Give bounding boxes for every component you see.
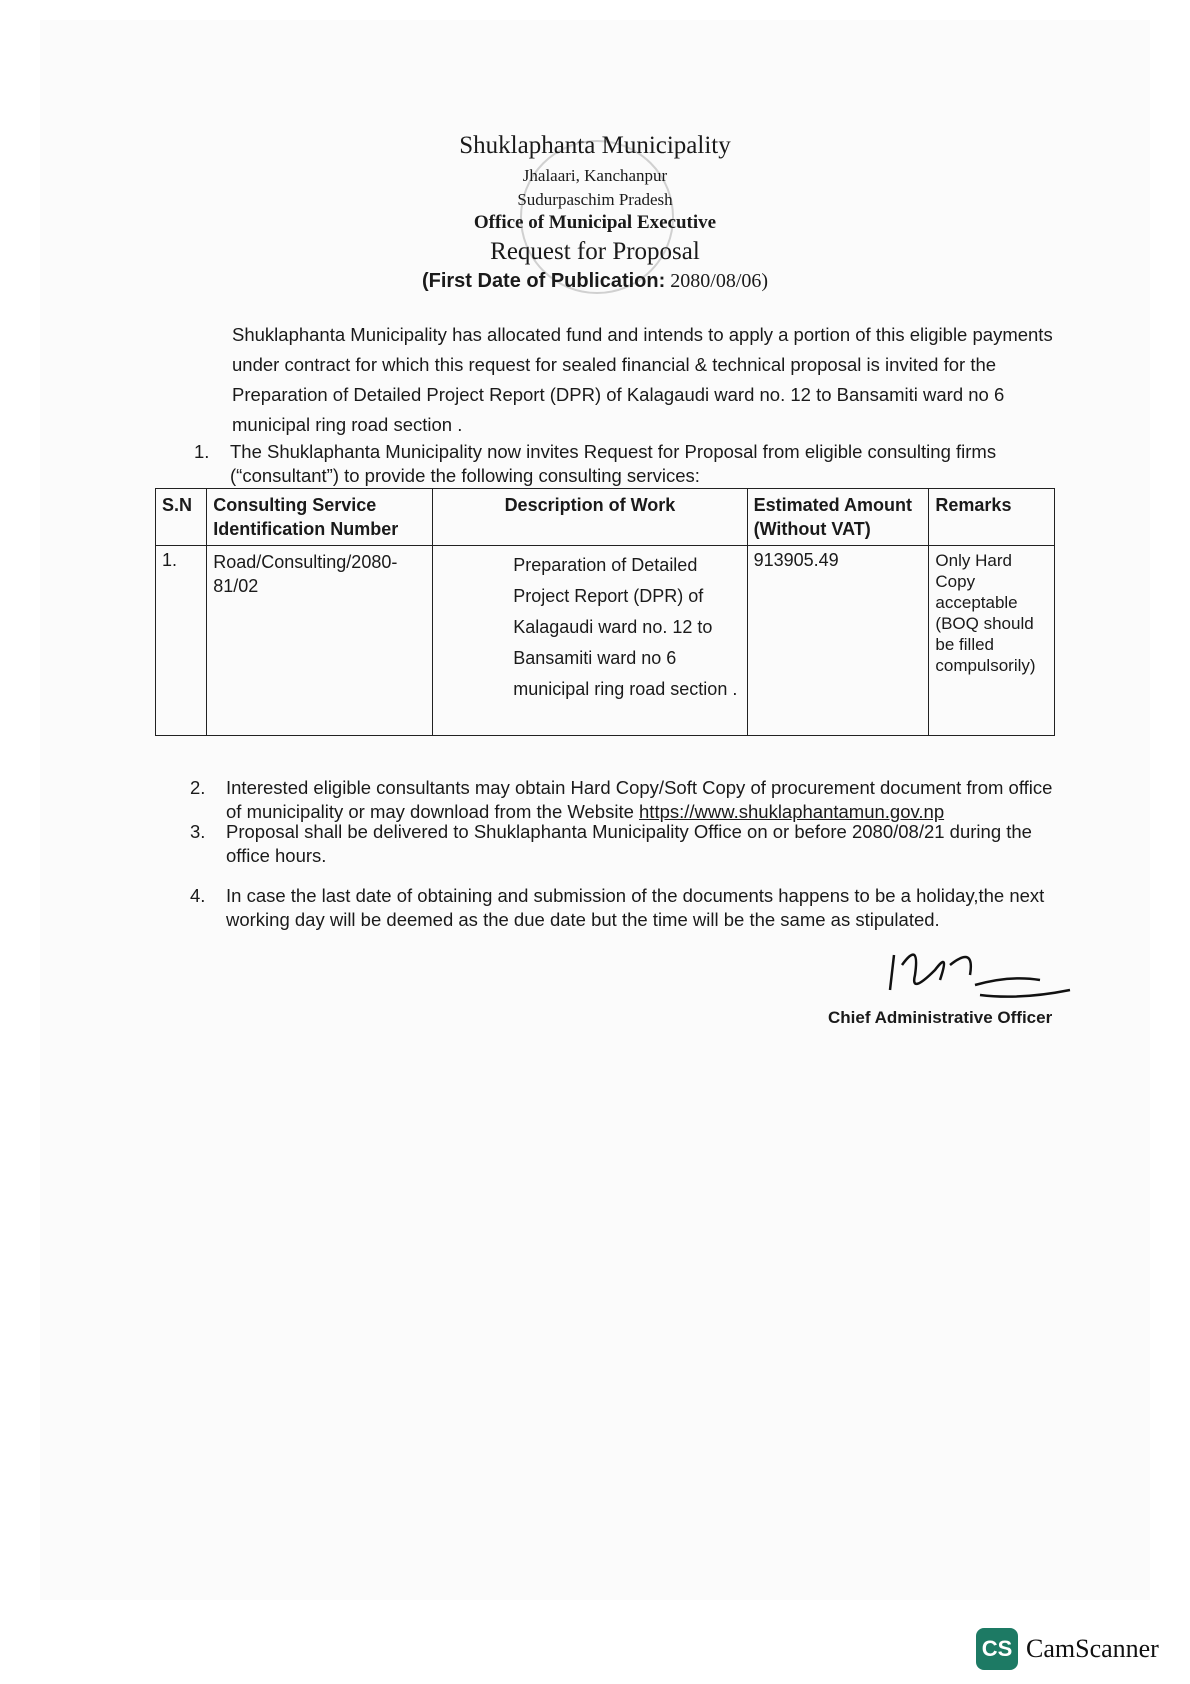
table-row bbox=[156, 546, 1055, 736]
list-item-1 bbox=[194, 440, 1050, 488]
publication-date bbox=[0, 270, 1190, 293]
list-item-text: In case the last date of obtaining and submission of the documents happens to be a holiday,the next working day will be deemed as the due date but the time will be the same as stipulated. bbox=[226, 885, 1045, 930]
list-item-2 bbox=[190, 776, 1056, 824]
cell-remarks: Only Hard Copy acceptable (BOQ should be filled compulsorily) bbox=[929, 546, 1055, 736]
camscanner-watermark bbox=[976, 1628, 1159, 1670]
services-table bbox=[155, 488, 1055, 736]
website-link[interactable]: https://www.shuklaphantamun.gov.np bbox=[639, 801, 945, 822]
signature-scribble bbox=[880, 935, 1080, 1015]
cell-service-id: Road/Consulting/2080-81/02 bbox=[207, 546, 433, 736]
list-item-4 bbox=[190, 884, 1056, 932]
list-item-text: Proposal shall be delivered to Shuklaphanta Municipality Office on or before 2080/08/21 during the office hours. bbox=[226, 821, 1032, 866]
camscanner-logo-icon: CS bbox=[976, 1628, 1018, 1670]
publication-date-value: 2080/08/06) bbox=[670, 270, 769, 292]
list-item-number: 3. bbox=[190, 821, 206, 842]
intro-paragraph: Shuklaphanta Municipality has allocated fund and intends to apply a portion of this eligible payments under contract for which this request for sealed financial & technical proposal is invited for the Preparation of Detailed Project Report (DPR) of Kalagaudi ward no. 12 to Bansamiti ward no 6 municipal ring road section . bbox=[232, 324, 1053, 435]
municipality-title: Shuklaphanta Municipality bbox=[459, 132, 731, 159]
list-item-number: 2. bbox=[190, 777, 206, 798]
document-heading: Request for Proposal bbox=[490, 238, 700, 265]
list-item-3 bbox=[190, 820, 1056, 868]
list-item-number: 4. bbox=[190, 885, 206, 906]
list-item-number: 1. bbox=[194, 441, 210, 462]
list-item-text: The Shuklaphanta Municipality now invites Request for Proposal from eligible consulting firms (“consultant”) to provide the following consulting services: bbox=[230, 441, 997, 486]
header-service-id: Consulting Service Identification Number bbox=[207, 489, 433, 546]
table-header-row bbox=[156, 489, 1055, 546]
list-item-text: Interested eligible consultants may obtain Hard Copy/Soft Copy of procurement document from office of municipality or may download from the Website bbox=[226, 777, 1053, 822]
cell-amount: 913905.49 bbox=[747, 546, 929, 736]
header-sn: S.N bbox=[156, 489, 207, 546]
cell-sn: 1. bbox=[156, 546, 207, 736]
signatory-title: Chief Administrative Officer bbox=[828, 1008, 1053, 1027]
header-description: Description of Work bbox=[433, 489, 747, 546]
address-line-2: Sudurpaschim Pradesh bbox=[517, 190, 673, 209]
office-name: Office of Municipal Executive bbox=[473, 212, 717, 233]
address-line-1: Jhalaari, Kanchanpur bbox=[522, 166, 668, 185]
cell-description: Preparation of Detailed Project Report (DPR) of Kalagaudi ward no. 12 to Bansamiti ward no 6 municipal ring road section . bbox=[433, 546, 747, 736]
publication-date-label: (First Date of Publication: bbox=[421, 270, 666, 292]
header-amount: Estimated Amount (Without VAT) bbox=[747, 489, 929, 546]
camscanner-label: CamScanner bbox=[1026, 1634, 1159, 1663]
header-remarks: Remarks bbox=[929, 489, 1055, 546]
